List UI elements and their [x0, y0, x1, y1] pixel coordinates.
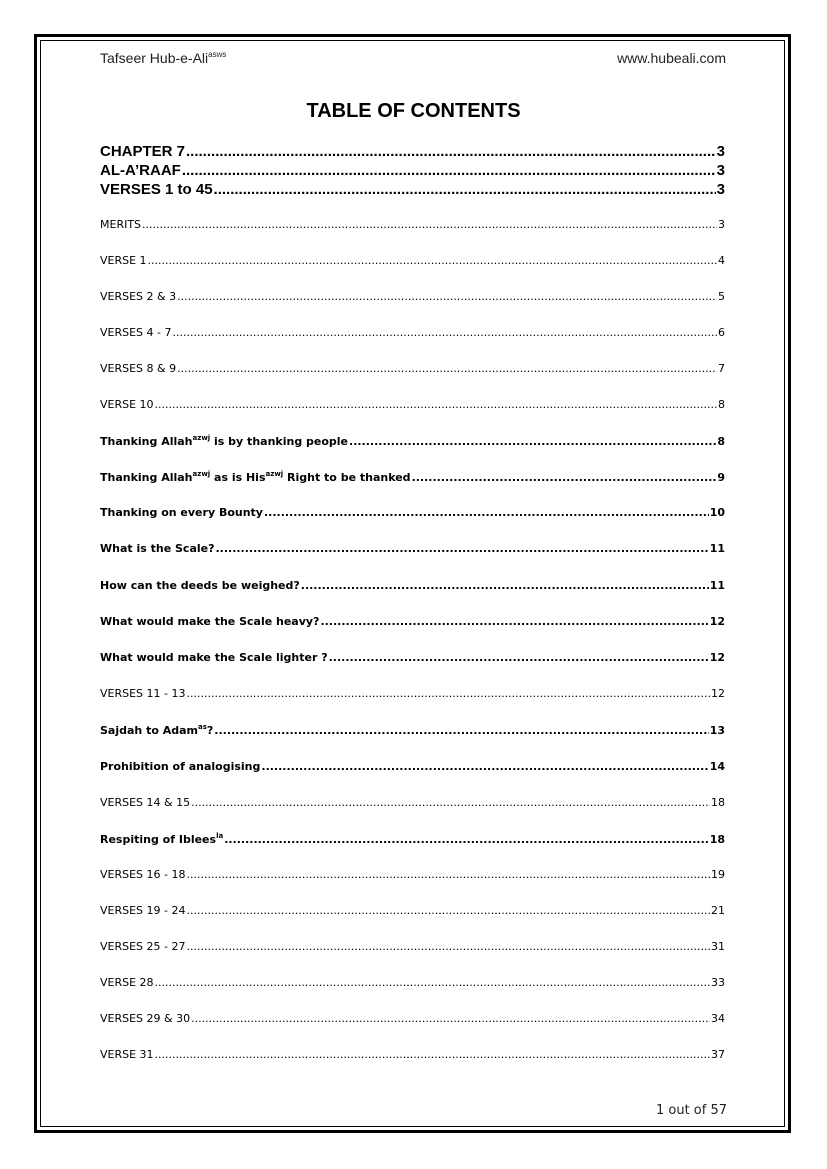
toc-entry-label	[100, 760, 260, 773]
toc-leader-dots	[148, 254, 717, 267]
toc-leader-dots	[214, 181, 716, 198]
toc-entry-page-number: 18	[709, 833, 725, 846]
toc-entry[interactable]	[100, 760, 725, 773]
toc-leader-dots	[177, 362, 717, 375]
toc-entry-text: VERSE 28	[100, 976, 154, 989]
toc-entry[interactable]	[100, 832, 725, 846]
toc-entry-superscript: azwj	[265, 470, 284, 478]
toc-leader-dots	[182, 162, 716, 179]
toc-entry-label	[100, 181, 213, 198]
toc-entry-text: ?	[206, 724, 214, 737]
toc-entry-page-number: 6	[718, 326, 725, 339]
toc-leader-dots	[142, 218, 717, 231]
toc-entry-label	[100, 940, 186, 953]
toc-leader-dots	[320, 615, 708, 628]
toc-entry[interactable]	[100, 651, 725, 664]
toc-leader-dots	[177, 290, 717, 303]
toc-entry-page-number: 11	[709, 579, 725, 592]
toc-leader-dots	[215, 542, 708, 555]
toc-entry-label	[100, 1048, 154, 1061]
toc-entry-label	[100, 362, 176, 375]
toc-entry-text: Prohibition of analogising	[100, 760, 261, 773]
toc-entry-label	[100, 651, 328, 664]
toc-entry-text: Right to be thanked	[283, 471, 411, 484]
toc-entry-page-number: 4	[718, 254, 725, 267]
toc-entry-text: VERSES 25 - 27	[100, 940, 186, 953]
toc-entry-label	[100, 254, 147, 267]
toc-entry-text: AL-A’RAAF	[100, 162, 181, 179]
toc-entry-page-number: 9	[717, 471, 725, 484]
toc-entry-text: VERSES 11 - 13	[100, 687, 186, 700]
toc-leader-dots	[191, 796, 710, 809]
page-title: TABLE OF CONTENTS	[306, 100, 521, 122]
toc-entry-page-number: 5	[718, 290, 725, 303]
toc-entry-label	[100, 326, 172, 339]
toc-entry-label	[100, 162, 181, 179]
toc-entry-label	[100, 290, 176, 303]
toc-entry[interactable]	[100, 796, 725, 809]
toc-entry-label	[100, 470, 411, 484]
toc-entry-page-number: 19	[711, 868, 725, 881]
toc-leader-dots	[155, 976, 710, 989]
toc-entry-text: is by thanking people	[210, 435, 349, 448]
toc-entry-label	[100, 723, 213, 737]
toc-entry-label	[100, 904, 186, 917]
toc-leader-dots	[187, 940, 711, 953]
toc-entry-text: VERSES 16 - 18	[100, 868, 186, 881]
toc-entry-superscript: azwj	[192, 434, 211, 442]
toc-entry-superscript: la	[216, 832, 224, 840]
toc-leader-dots	[301, 579, 709, 592]
toc-entry[interactable]	[100, 1048, 725, 1061]
toc-entry-text: Thanking Allah	[100, 435, 193, 448]
toc-entry[interactable]	[100, 976, 725, 989]
toc-leader-dots	[329, 651, 709, 664]
toc-entry-page-number: 12	[709, 651, 725, 664]
toc-leader-dots	[187, 868, 711, 881]
toc-entry[interactable]	[100, 326, 725, 339]
toc-entry[interactable]	[100, 398, 725, 411]
toc-entry[interactable]	[100, 687, 725, 700]
toc-leader-dots	[173, 326, 718, 339]
header-title-text: Tafseer Hub-e-Ali	[100, 50, 209, 66]
toc-entry[interactable]	[100, 506, 725, 519]
toc-entry-label	[100, 398, 154, 411]
toc-entry-text: Thanking on every Bounty	[100, 506, 263, 519]
toc-entry-text: What would make the Scale heavy?	[100, 615, 320, 628]
toc-entry-page-number: 14	[709, 760, 725, 773]
toc-entry-page-number: 3	[716, 181, 725, 198]
toc-entry[interactable]	[100, 470, 725, 484]
header-title-sup: asws	[208, 50, 227, 59]
toc-entry-label	[100, 615, 319, 628]
toc-entry-label	[100, 143, 185, 160]
toc-entry[interactable]	[100, 362, 725, 375]
toc-entry-label	[100, 506, 263, 519]
toc-entry[interactable]	[100, 868, 725, 881]
toc-entry[interactable]	[100, 1012, 725, 1025]
toc-entry-text: Thanking Allah	[100, 471, 193, 484]
toc-leader-dots	[155, 398, 717, 411]
toc-entry[interactable]	[100, 218, 725, 231]
toc-entry-page-number: 12	[709, 615, 725, 628]
toc-entry[interactable]	[100, 254, 725, 267]
toc-entry[interactable]	[100, 181, 725, 198]
toc-entry-text: VERSES 19 - 24	[100, 904, 186, 917]
toc-entry-page-number: 12	[711, 687, 725, 700]
toc-entry-label	[100, 868, 186, 881]
toc-entry-text: MERITS	[100, 218, 142, 231]
toc-entry-page-number: 31	[711, 940, 725, 953]
header-book-title	[100, 50, 226, 66]
toc-entry[interactable]	[100, 143, 725, 160]
toc-entry-label	[100, 579, 300, 592]
toc-leader-dots	[261, 760, 708, 773]
toc-entry-text: VERSE 31	[100, 1048, 154, 1061]
toc-entry-page-number: 8	[717, 435, 725, 448]
toc-entry-text: Sajdah to Adam	[100, 724, 198, 737]
toc-entry-page-number: 11	[709, 542, 725, 555]
toc-entry-text: VERSES 1 to 45	[100, 181, 213, 198]
toc-entry-label	[100, 796, 190, 809]
toc-entry-text: VERSES 4 - 7	[100, 326, 172, 339]
toc-entry-page-number: 3	[716, 143, 725, 160]
toc-leader-dots	[349, 435, 716, 448]
toc-entry-page-number: 18	[711, 796, 725, 809]
toc-entry-page-number: 34	[711, 1012, 725, 1025]
toc-entry-page-number: 33	[711, 976, 725, 989]
toc-entry[interactable]	[100, 904, 725, 917]
toc-entry-page-number: 8	[718, 398, 725, 411]
toc-leader-dots	[214, 724, 708, 737]
toc-leader-dots	[264, 506, 709, 519]
toc-entry-page-number: 37	[711, 1048, 725, 1061]
toc-leader-dots	[187, 904, 711, 917]
toc-entry-text: VERSES 8 & 9	[100, 362, 177, 375]
toc-entry[interactable]	[100, 615, 725, 628]
toc-entry-page-number: 13	[709, 724, 725, 737]
toc-leader-dots	[187, 687, 711, 700]
toc-entry-text: VERSE 1	[100, 254, 147, 267]
toc-entry[interactable]	[100, 434, 725, 448]
toc-entry[interactable]	[100, 290, 725, 303]
toc-leader-dots	[155, 1048, 710, 1061]
toc-entry[interactable]	[100, 542, 725, 555]
toc-leader-dots	[412, 471, 717, 484]
toc-entry-text: What would make the Scale lighter ?	[100, 651, 328, 664]
toc-entry-page-number: 3	[718, 218, 725, 231]
page-number: 1 out of 57	[655, 1103, 727, 1118]
toc-entry-label	[100, 687, 186, 700]
toc-entry-text: VERSE 10	[100, 398, 154, 411]
toc-entry-label	[100, 832, 223, 846]
toc-entry-label	[100, 1012, 190, 1025]
toc-leader-dots	[186, 143, 716, 160]
toc-entry-label	[100, 218, 141, 231]
toc-entry[interactable]	[100, 940, 725, 953]
toc-leader-dots	[224, 833, 708, 846]
toc-entry-text: VERSES 14 & 15	[100, 796, 191, 809]
header-website[interactable]: www.hubeali.com	[617, 50, 726, 66]
toc-entry-superscript: azwj	[192, 470, 211, 478]
toc-entry-text: VERSES 2 & 3	[100, 290, 177, 303]
toc-leader-dots	[191, 1012, 710, 1025]
toc-entry-text: as is His	[210, 471, 266, 484]
toc-entry-page-number: 7	[718, 362, 725, 375]
toc-entry[interactable]	[100, 723, 725, 737]
toc-entry-superscript: as	[198, 723, 207, 731]
toc-entry-page-number: 3	[716, 162, 725, 179]
toc-entry-text: What is the Scale?	[100, 542, 215, 555]
toc-entry-label	[100, 976, 154, 989]
toc-entry-label	[100, 542, 214, 555]
toc-entry-text: Respiting of Iblees	[100, 833, 217, 846]
toc-entry-text: CHAPTER 7	[100, 143, 186, 160]
toc-entry-page-number: 21	[711, 904, 725, 917]
toc-entry-text: How can the deeds be weighed?	[100, 579, 300, 592]
toc-entry[interactable]	[100, 162, 725, 179]
toc-entry-text: VERSES 29 & 30	[100, 1012, 191, 1025]
toc-entry-label	[100, 434, 348, 448]
toc-entry-page-number: 10	[709, 506, 725, 519]
toc-entry[interactable]	[100, 579, 725, 592]
